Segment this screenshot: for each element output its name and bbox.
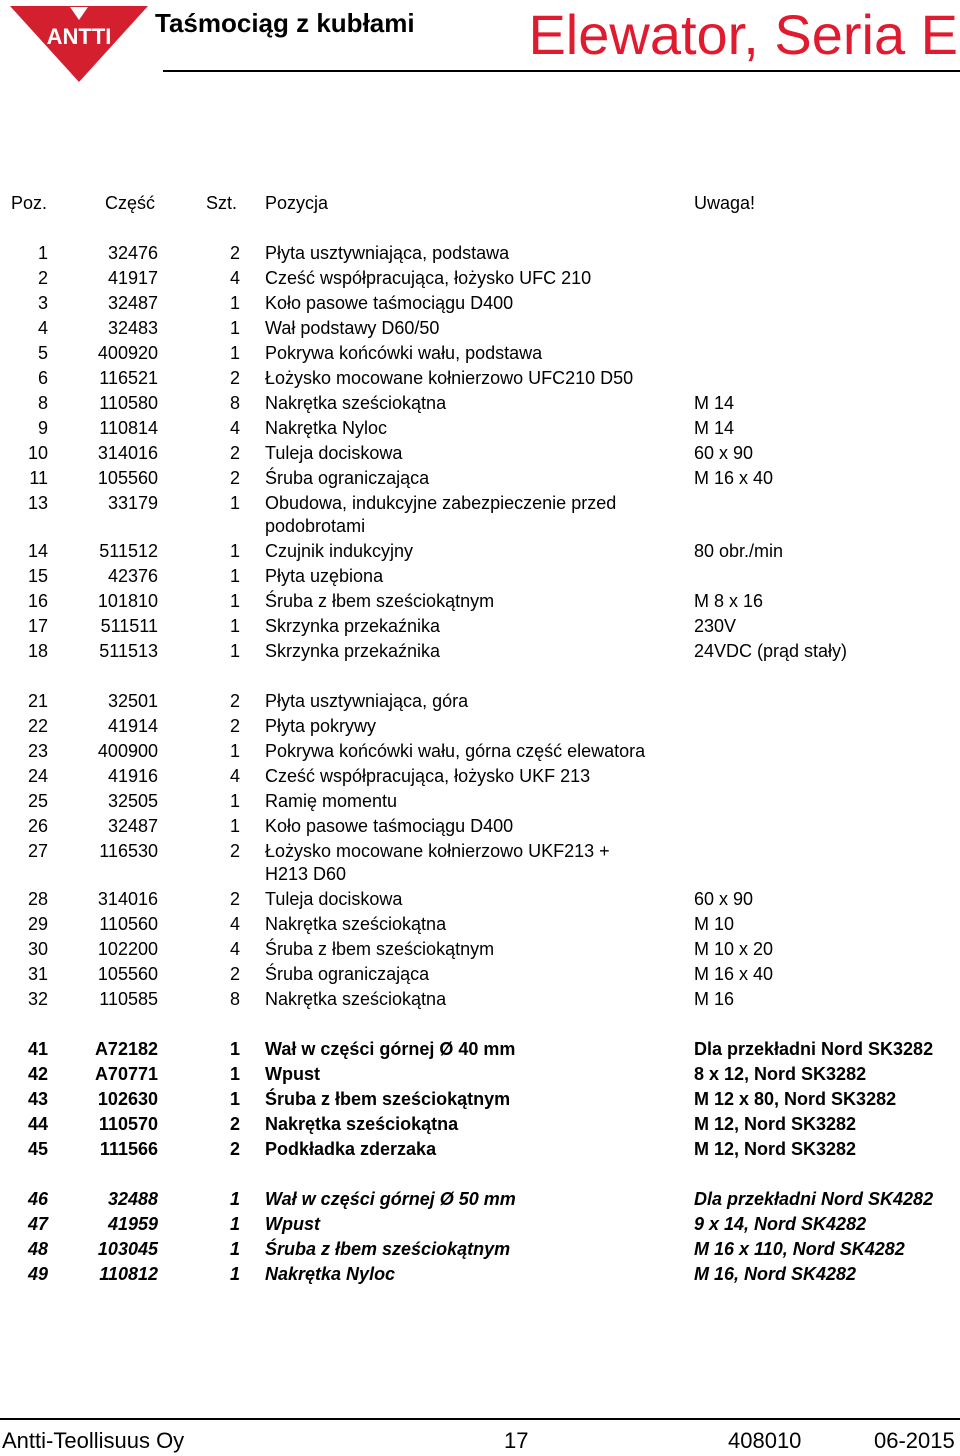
table-row — [0, 318, 960, 343]
row-part-number: 110814 — [99, 418, 158, 438]
row-description: Wał podstawy D60/50 — [265, 318, 440, 338]
row-pos: 23 — [27, 741, 48, 761]
row-pos: 16 — [27, 591, 48, 611]
row-pos: 29 — [27, 914, 48, 934]
table-row — [0, 493, 960, 541]
table-row — [0, 468, 960, 493]
row-description: Wpust — [265, 1214, 320, 1234]
row-quantity: 1 — [229, 318, 240, 338]
table-row — [0, 914, 960, 939]
row-description: Koło pasowe taśmociągu D400 — [265, 293, 514, 313]
row-note: Dla przekładni Nord SK3282 — [694, 1039, 934, 1059]
table-row — [0, 268, 960, 293]
col-header-note: Uwaga! — [694, 193, 756, 213]
row-quantity: 1 — [229, 616, 240, 636]
table-row — [0, 591, 960, 616]
row-pos: 8 — [37, 393, 48, 413]
table-row — [0, 691, 960, 716]
antti-logo — [8, 4, 150, 84]
row-note: M 16 x 110, Nord SK4282 — [694, 1239, 905, 1259]
row-note: M 8 x 16 — [694, 591, 764, 611]
row-description: Wał w części górnej Ø 50 mm — [265, 1189, 516, 1209]
row-pos: 44 — [27, 1114, 48, 1134]
row-part-number: 400900 — [97, 741, 158, 761]
row-part-number: 314016 — [97, 443, 158, 463]
table-row — [0, 616, 960, 641]
row-pos: 17 — [27, 616, 48, 636]
row-quantity: 2 — [229, 716, 240, 736]
header-rule — [163, 70, 960, 72]
table-row — [0, 368, 960, 393]
col-header-name: Pozycja — [265, 193, 329, 213]
row-part-number: 103045 — [97, 1239, 158, 1259]
row-quantity: 1 — [229, 1189, 240, 1209]
row-pos: 11 — [29, 468, 48, 488]
footer-company: Antti-Teollisuus Oy — [2, 1428, 185, 1453]
row-pos: 9 — [37, 418, 48, 438]
row-description: Nakrętka Nyloc — [265, 1264, 396, 1284]
row-quantity: 1 — [229, 566, 240, 586]
row-quantity: 2 — [229, 443, 240, 463]
row-quantity: 1 — [229, 741, 240, 761]
row-description: Obudowa, indukcyjne zabezpieczenie przed — [265, 493, 617, 513]
row-description: Śruba z łbem sześciokątnym — [265, 1239, 511, 1259]
row-note: M 14 — [694, 393, 735, 413]
row-part-number: 111566 — [99, 1139, 158, 1159]
table-row — [0, 964, 960, 989]
table-row — [0, 816, 960, 841]
row-part-number: A72182 — [94, 1039, 158, 1059]
row-description: Skrzynka przekaźnika — [265, 641, 441, 661]
row-part-number: 314016 — [97, 889, 158, 909]
row-description: Śruba ograniczająca — [265, 964, 430, 984]
col-header-qty: Szt. — [206, 193, 238, 213]
row-quantity: 4 — [229, 268, 240, 288]
row-quantity: 2 — [229, 368, 240, 388]
table-row — [0, 1239, 960, 1264]
row-part-number: 116521 — [99, 368, 158, 388]
row-note: Dla przekładni Nord SK4282 — [694, 1189, 934, 1209]
row-quantity: 2 — [229, 1114, 240, 1134]
row-pos: 25 — [27, 791, 48, 811]
row-pos: 3 — [37, 293, 48, 313]
row-pos: 4 — [37, 318, 48, 338]
row-description: Łożysko mocowane kołnierzowo UFC210 D50 — [265, 368, 634, 388]
row-pos: 1 — [37, 243, 48, 263]
row-note: M 16 x 40 — [694, 468, 774, 488]
row-part-number: 32501 — [107, 691, 158, 711]
row-part-number: 41959 — [107, 1214, 158, 1234]
table-row — [0, 243, 960, 268]
col-header-pos: Poz. — [11, 193, 48, 213]
row-quantity: 4 — [229, 914, 240, 934]
row-part-number: 105560 — [97, 964, 158, 984]
row-pos: 45 — [27, 1139, 48, 1159]
row-note: M 12, Nord SK3282 — [694, 1139, 857, 1159]
row-quantity: 1 — [229, 1089, 240, 1109]
table-row — [0, 1114, 960, 1139]
row-pos: 27 — [27, 841, 48, 861]
table-row — [0, 1264, 960, 1289]
row-pos: 5 — [37, 343, 48, 363]
row-part-number: 32505 — [107, 791, 158, 811]
row-note: M 12 x 80, Nord SK3282 — [694, 1089, 897, 1109]
footer-date: 06-2015 — [874, 1428, 955, 1453]
row-description: Tuleja dociskowa — [265, 889, 403, 909]
row-pos: 10 — [27, 443, 48, 463]
table-row — [0, 443, 960, 468]
row-pos: 47 — [27, 1214, 48, 1234]
table-row — [0, 889, 960, 914]
row-part-number: 110560 — [99, 914, 158, 934]
row-quantity: 1 — [229, 1039, 240, 1059]
row-quantity: 1 — [229, 293, 240, 313]
table-row — [0, 343, 960, 368]
row-pos: 41 — [27, 1039, 48, 1059]
row-pos: 18 — [27, 641, 48, 661]
row-description-continued: H213 D60 — [265, 864, 347, 884]
row-part-number: 42376 — [107, 566, 158, 586]
row-description: Tuleja dociskowa — [265, 443, 403, 463]
row-pos: 32 — [27, 989, 48, 1009]
row-description: Płyta pokrywy — [265, 716, 377, 736]
row-note: M 10 x 20 — [694, 939, 774, 959]
row-quantity: 1 — [229, 591, 240, 611]
row-quantity: 4 — [229, 418, 240, 438]
row-pos: 13 — [27, 493, 48, 513]
document-subtitle: Taśmociąg z kubłami — [155, 8, 415, 38]
row-quantity: 2 — [229, 243, 240, 263]
row-description: Nakrętka sześciokątna — [265, 914, 447, 934]
row-note: M 16 x 40 — [694, 964, 774, 984]
row-quantity: 8 — [229, 989, 240, 1009]
footer-doc-number: 408010 — [728, 1428, 802, 1453]
row-part-number: 32487 — [107, 816, 158, 836]
row-quantity: 1 — [229, 1239, 240, 1259]
row-pos: 6 — [37, 368, 48, 388]
table-row — [0, 293, 960, 318]
row-part-number: 101810 — [97, 591, 158, 611]
row-pos: 43 — [27, 1089, 48, 1109]
row-quantity: 2 — [229, 964, 240, 984]
table-row — [0, 1214, 960, 1239]
row-part-number: 102200 — [97, 939, 158, 959]
row-pos: 26 — [27, 816, 48, 836]
row-description: Ramię momentu — [265, 791, 398, 811]
row-description: Płyta usztywniająca, góra — [265, 691, 469, 711]
row-part-number: 511512 — [99, 541, 158, 561]
row-description: Cześć współpracująca, łożysko UKF 213 — [265, 766, 591, 786]
row-part-number: 41914 — [107, 716, 158, 736]
row-note: M 16 — [694, 989, 735, 1009]
row-description: Pokrywa końcówki wału, górna część elewatora — [265, 741, 646, 761]
row-description: Skrzynka przekaźnika — [265, 616, 441, 636]
row-note: M 12, Nord SK3282 — [694, 1114, 857, 1134]
row-pos: 22 — [27, 716, 48, 736]
table-row — [0, 1139, 960, 1164]
row-description: Łożysko mocowane kołnierzowo UKF213 + — [265, 841, 610, 861]
row-pos: 48 — [27, 1239, 48, 1259]
row-description: Czujnik indukcyjny — [265, 541, 414, 561]
document-title: Elewator, Seria E — [528, 3, 958, 66]
table-row — [0, 641, 960, 666]
row-quantity: 4 — [229, 766, 240, 786]
row-pos: 31 — [27, 964, 48, 984]
row-description: Wpust — [265, 1064, 320, 1084]
row-quantity: 1 — [229, 1064, 240, 1084]
row-quantity: 2 — [229, 841, 240, 861]
row-note: 230V — [694, 616, 737, 636]
row-part-number: 110570 — [98, 1114, 158, 1134]
footer-rule — [0, 1418, 960, 1420]
footer-page-number: 17 — [504, 1428, 529, 1453]
row-pos: 24 — [27, 766, 48, 786]
row-description: Płyta uzębiona — [265, 566, 384, 586]
table-row — [0, 1189, 960, 1214]
table-row — [0, 1039, 960, 1064]
table-row — [0, 1089, 960, 1114]
row-part-number: 32487 — [107, 293, 158, 313]
row-description: Nakrętka sześciokątna — [265, 1114, 459, 1134]
row-part-number: 105560 — [97, 468, 158, 488]
row-description: Śruba z łbem sześciokątnym — [265, 939, 495, 959]
row-description: Pokrywa końcówki wału, podstawa — [265, 343, 543, 363]
row-pos: 46 — [27, 1189, 48, 1209]
row-part-number: 41916 — [107, 766, 158, 786]
row-part-number: 511511 — [100, 616, 158, 636]
row-quantity: 2 — [229, 468, 240, 488]
row-description: Nakrętka Nyloc — [265, 418, 388, 438]
row-pos: 42 — [27, 1064, 48, 1084]
row-description: Podkładka zderzaka — [265, 1139, 437, 1159]
row-quantity: 1 — [229, 1214, 240, 1234]
row-description: Śruba z łbem sześciokątnym — [265, 1089, 511, 1109]
table-row — [0, 418, 960, 443]
row-part-number: 511513 — [99, 641, 158, 661]
row-quantity: 2 — [229, 1139, 240, 1159]
row-note: M 10 — [694, 914, 735, 934]
row-description: Śruba z łbem sześciokątnym — [265, 591, 495, 611]
row-description: Nakrętka sześciokątna — [265, 393, 447, 413]
row-note: 24VDC (prąd stały) — [694, 641, 848, 661]
row-note: 8 x 12, Nord SK3282 — [694, 1064, 867, 1084]
row-description: Śruba ograniczająca — [265, 468, 430, 488]
row-part-number: 33179 — [107, 493, 158, 513]
row-part-number: 116530 — [99, 841, 158, 861]
row-description: Płyta usztywniająca, podstawa — [265, 243, 510, 263]
row-quantity: 1 — [229, 493, 240, 513]
row-description: Nakrętka sześciokątna — [265, 989, 447, 1009]
row-pos: 14 — [27, 541, 48, 561]
row-pos: 30 — [27, 939, 48, 959]
row-pos: 15 — [27, 566, 48, 586]
row-note: 80 obr./min — [694, 541, 784, 561]
row-note: M 16, Nord SK4282 — [694, 1264, 857, 1284]
table-row — [0, 716, 960, 741]
row-note: 9 x 14, Nord SK4282 — [694, 1214, 867, 1234]
table-row — [0, 841, 960, 889]
row-note: M 14 — [694, 418, 735, 438]
table-row — [0, 1064, 960, 1089]
row-part-number: 32488 — [107, 1189, 158, 1209]
table-row — [0, 766, 960, 791]
table-row — [0, 989, 960, 1014]
row-pos: 2 — [37, 268, 48, 288]
row-quantity: 1 — [229, 791, 240, 811]
row-quantity: 1 — [229, 1264, 240, 1284]
row-part-number: 110812 — [99, 1264, 158, 1284]
row-part-number: 110580 — [99, 393, 158, 413]
row-quantity: 1 — [229, 641, 240, 661]
row-quantity: 1 — [229, 816, 240, 836]
row-quantity: 2 — [229, 691, 240, 711]
row-quantity: 1 — [229, 343, 240, 363]
row-part-number: 110585 — [99, 989, 158, 1009]
row-part-number: 400920 — [97, 343, 158, 363]
col-header-part: Część — [105, 193, 156, 213]
row-part-number: 32483 — [107, 318, 158, 338]
logo-text: ANTTI — [46, 24, 112, 49]
row-pos: 49 — [27, 1264, 48, 1284]
table-row — [0, 566, 960, 591]
table-row — [0, 741, 960, 766]
row-quantity: 2 — [229, 889, 240, 909]
table-row — [0, 791, 960, 816]
row-quantity: 8 — [229, 393, 240, 413]
table-row — [0, 541, 960, 566]
row-description: Cześć współpracująca, łożysko UFC 210 — [265, 268, 592, 288]
row-pos: 21 — [27, 691, 48, 711]
row-note: 60 x 90 — [694, 443, 754, 463]
row-part-number: 102630 — [97, 1089, 158, 1109]
row-part-number: 32476 — [107, 243, 158, 263]
row-part-number: 41917 — [107, 268, 158, 288]
row-part-number: A70771 — [94, 1064, 158, 1084]
table-row — [0, 393, 960, 418]
row-quantity: 4 — [229, 939, 240, 959]
row-description-continued: podobrotami — [265, 516, 366, 536]
table-row — [0, 939, 960, 964]
row-note: 60 x 90 — [694, 889, 754, 909]
row-quantity: 1 — [229, 541, 240, 561]
row-pos: 28 — [27, 889, 48, 909]
row-description: Wał w części górnej Ø 40 mm — [265, 1039, 516, 1059]
row-description: Koło pasowe taśmociągu D400 — [265, 816, 514, 836]
